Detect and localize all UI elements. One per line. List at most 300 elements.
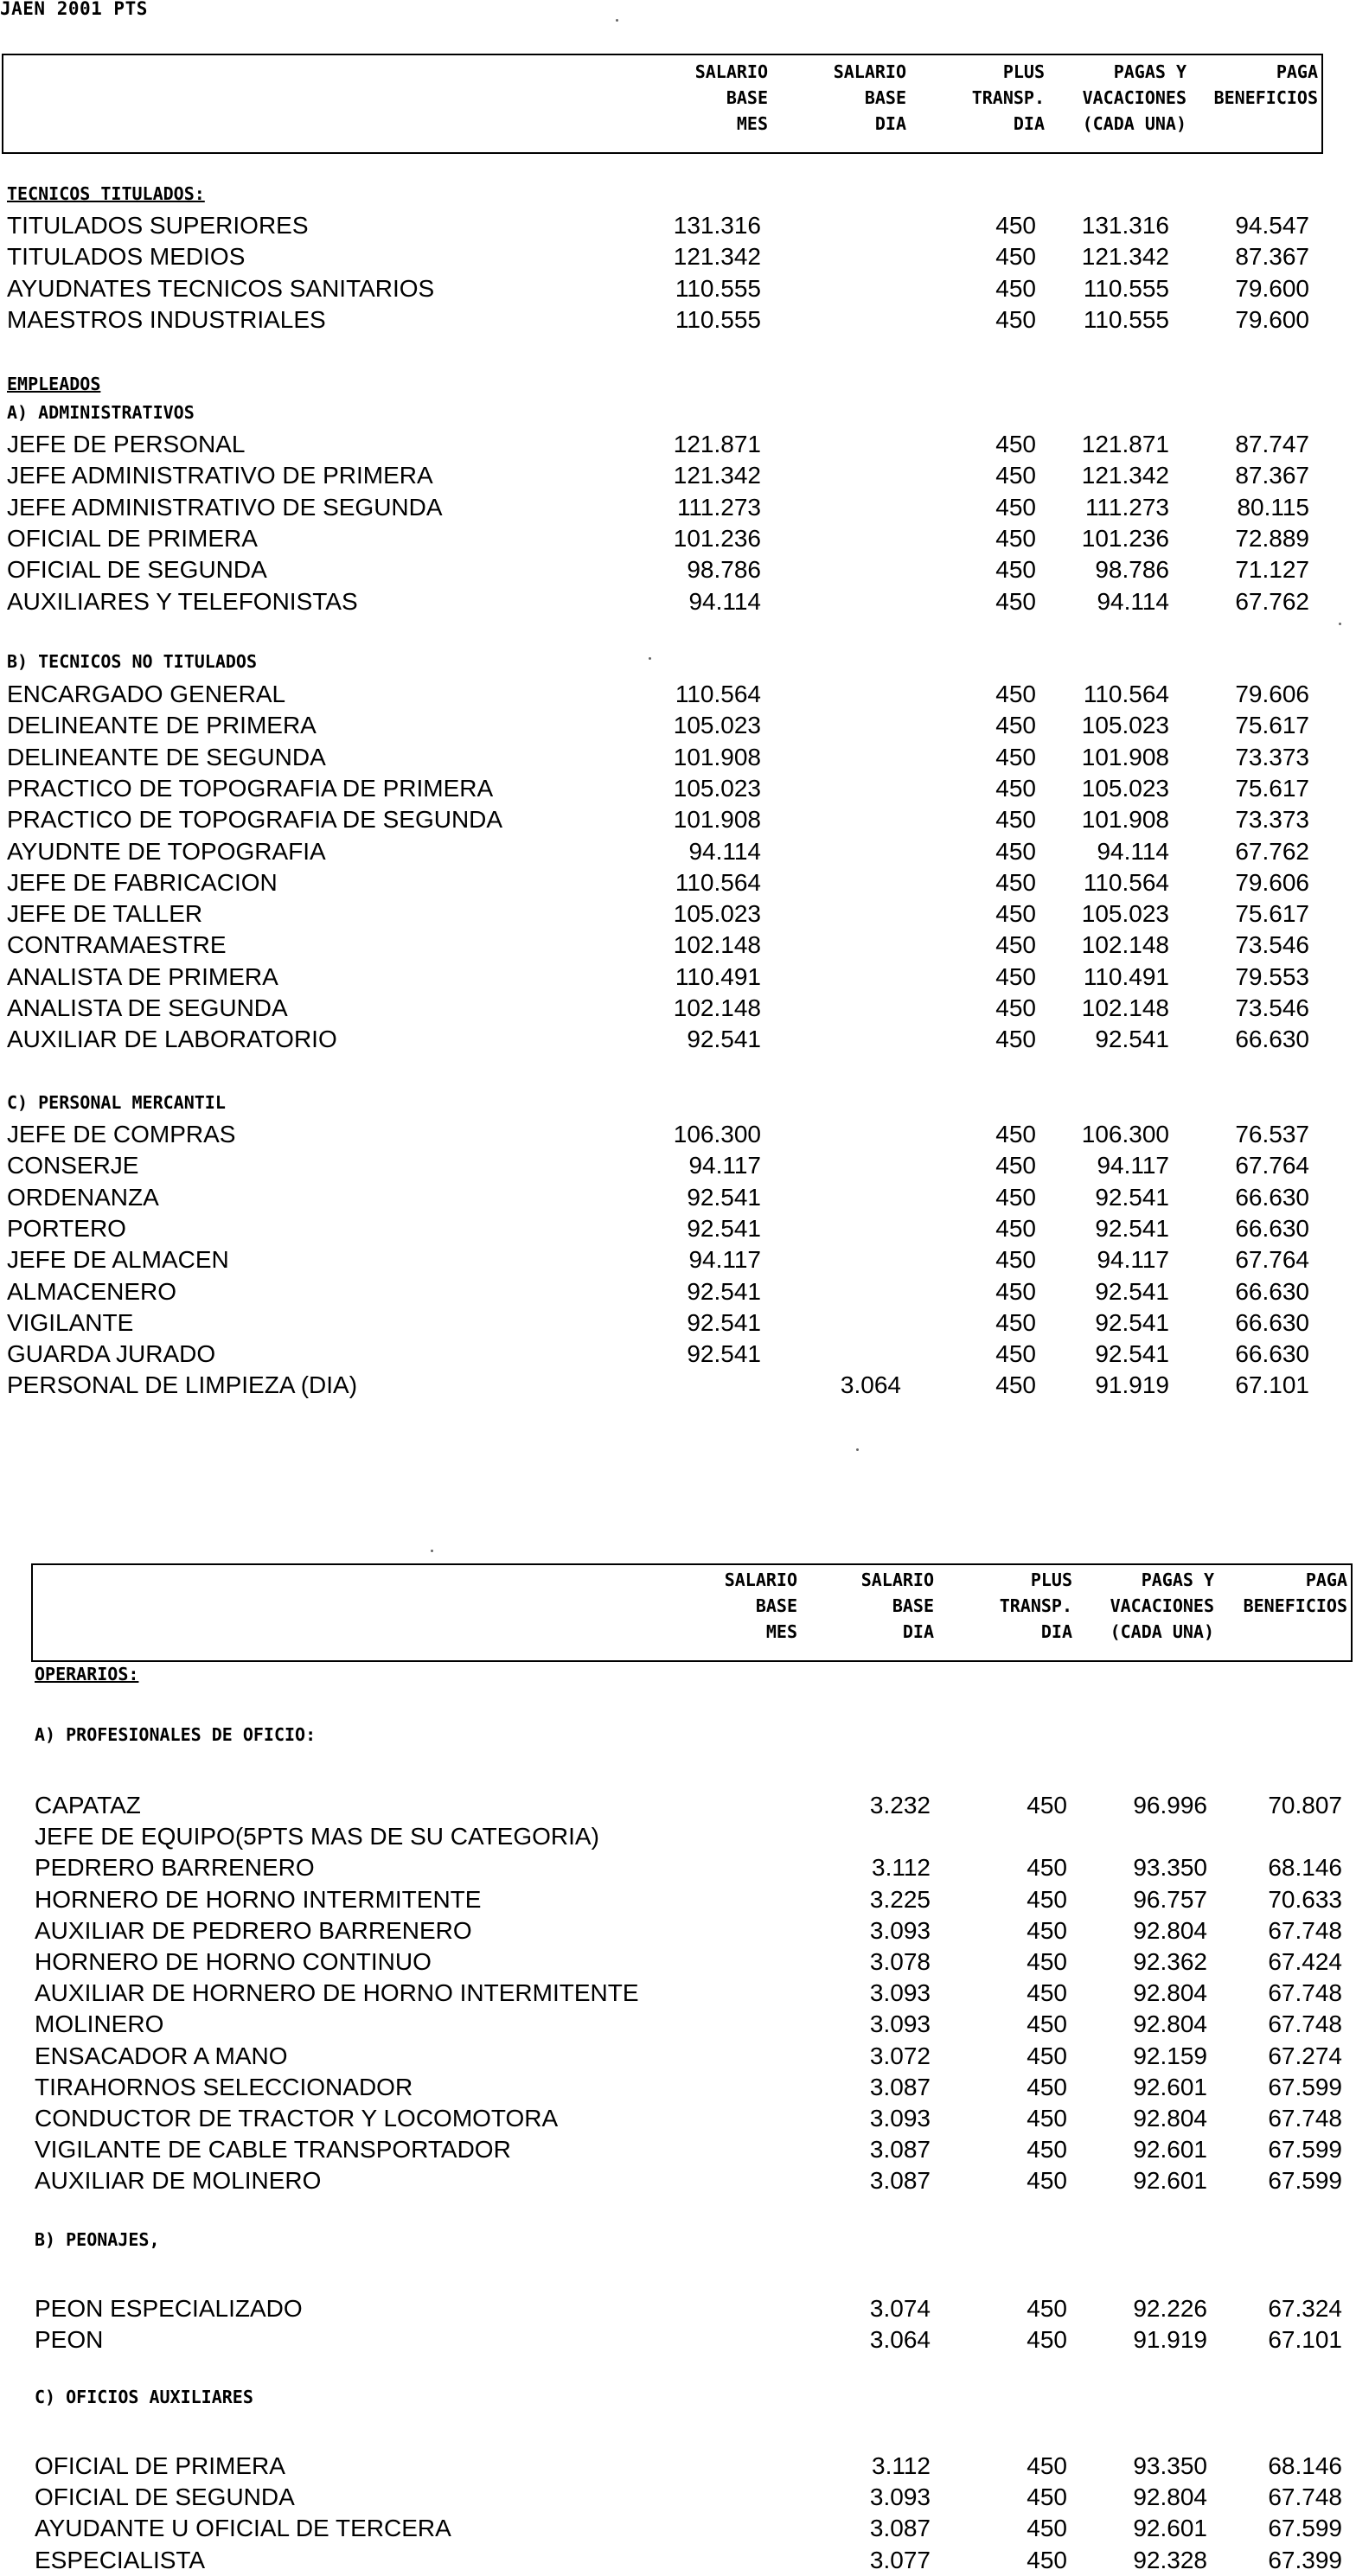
row-plus-transporte: 450 [995,1215,1036,1242]
header-col1-line: MES [736,113,768,134]
row-plus-transporte: 450 [1027,1917,1067,1944]
row-name: CONSERJE [7,1152,139,1179]
row-plus-transporte: 450 [1027,2105,1067,2132]
scan-speck [649,657,651,660]
row-plus-transporte: 450 [995,869,1036,896]
row-plus-transporte: 450 [995,431,1036,457]
row-paga-beneficios: 66.630 [1235,1340,1309,1367]
header-col3-line: TRANSP. [999,1595,1072,1616]
header-col1-line: SALARIO [724,1569,797,1590]
row-pagas-vacaciones: 96.996 [1133,1792,1207,1819]
row-salario-mes: 92.541 [687,1026,761,1052]
row-salario-mes: 94.117 [688,1152,761,1179]
row-plus-transporte: 450 [995,525,1036,552]
row-plus-transporte: 450 [995,212,1036,239]
row-pagas-vacaciones: 94.117 [1097,1246,1169,1273]
table-row [0,1821,1356,1852]
row-pagas-vacaciones: 96.757 [1133,1886,1207,1913]
row-name: ESPECIALISTA [35,2547,206,2573]
row-plus-transporte: 450 [1027,1948,1067,1975]
section-heading: OPERARIOS: [35,1664,139,1684]
row-pagas-vacaciones: 102.148 [1081,931,1169,958]
row-pagas-vacaciones: 121.871 [1081,431,1169,457]
row-paga-beneficios: 66.630 [1235,1184,1309,1211]
row-name: PRACTICO DE TOPOGRAFIA DE PRIMERA [7,775,494,802]
row-name: AYUDANTE U OFICIAL DE TERCERA [35,2515,451,2541]
table-row [0,2041,1356,2072]
row-salario-dia: 3.093 [869,1917,931,1944]
row-pagas-vacaciones: 92.804 [1133,2105,1207,2132]
table-row [0,586,1356,617]
row-pagas-vacaciones: 105.023 [1081,775,1169,802]
row-paga-beneficios: 66.630 [1235,1215,1309,1242]
row-name: JEFE DE TALLER [7,900,203,927]
row-paga-beneficios: 67.748 [1268,2010,1342,2037]
row-paga-beneficios: 87.367 [1235,243,1309,270]
row-salario-mes: 106.300 [673,1121,761,1147]
header-col3-line: DIA [1013,113,1045,134]
row-salario-dia: 3.077 [869,2547,931,2573]
section-subheading: B) TECNICOS NO TITULADOS [7,651,257,672]
row-plus-transporte: 450 [1027,2074,1067,2100]
header-col2-line: SALARIO [860,1569,934,1590]
row-name: JEFE DE ALMACEN [7,1246,229,1273]
row-salario-mes: 105.023 [673,712,761,738]
row-plus-transporte: 450 [995,588,1036,615]
header-col5-line: BENEFICIOS [1213,87,1318,108]
header-col4-line: VACACIONES [1110,1595,1214,1616]
row-pagas-vacaciones: 105.023 [1081,900,1169,927]
row-paga-beneficios: 87.747 [1235,431,1309,457]
header-col4-line: PAGAS Y [1113,61,1186,82]
row-name: AYUDNTE DE TOPOGRAFIA [7,838,326,865]
row-salario-dia: 3.112 [872,2452,931,2479]
header-col5-line: PAGA [1276,61,1318,82]
table-row [0,773,1356,804]
row-salario-mes: 105.023 [673,900,761,927]
row-paga-beneficios: 73.546 [1235,994,1309,1021]
header-col3-line: PLUS [1030,1569,1072,1590]
row-pagas-vacaciones: 110.491 [1083,963,1169,990]
row-plus-transporte: 450 [995,1371,1036,1398]
table-row [0,930,1356,961]
row-pagas-vacaciones: 94.117 [1097,1152,1169,1179]
row-salario-mes: 101.908 [673,806,761,833]
row-name: PRACTICO DE TOPOGRAFIA DE SEGUNDA [7,806,503,833]
row-name: VIGILANTE DE CABLE TRANSPORTADOR [35,2136,511,2163]
row-plus-transporte: 450 [995,838,1036,865]
row-salario-mes: 110.555 [675,306,761,333]
row-name: CONDUCTOR DE TRACTOR Y LOCOMOTORA [35,2105,559,2132]
row-salario-mes: 121.342 [673,243,761,270]
row-paga-beneficios: 67.748 [1268,2105,1342,2132]
row-paga-beneficios: 67.748 [1268,1917,1342,1944]
table-row [0,1852,1356,1883]
row-pagas-vacaciones: 98.786 [1095,556,1169,583]
row-pagas-vacaciones: 121.342 [1081,462,1169,489]
row-pagas-vacaciones: 110.564 [1083,681,1169,707]
row-pagas-vacaciones: 92.226 [1133,2295,1207,2322]
row-pagas-vacaciones: 92.541 [1095,1340,1169,1367]
row-plus-transporte: 450 [995,994,1036,1021]
row-plus-transporte: 450 [1027,1792,1067,1819]
table-row [0,1150,1356,1181]
row-pagas-vacaciones: 102.148 [1081,994,1169,1021]
table-row [0,962,1356,993]
row-name: TIRAHORNOS SELECCIONADOR [35,2074,413,2100]
table-row [0,210,1356,241]
row-paga-beneficios: 79.606 [1235,681,1309,707]
row-paga-beneficios: 75.617 [1235,775,1309,802]
header-col3-line: PLUS [1002,61,1045,82]
row-name: OFICIAL DE PRIMERA [35,2452,285,2479]
row-salario-mes: 92.541 [687,1215,761,1242]
row-name: DELINEANTE DE PRIMERA [7,712,317,738]
row-plus-transporte: 450 [995,1026,1036,1052]
row-name: MAESTROS INDUSTRIALES [7,306,326,333]
row-paga-beneficios: 70.633 [1268,1886,1342,1913]
table-row [0,1244,1356,1275]
row-plus-transporte: 450 [1027,2042,1067,2069]
row-pagas-vacaciones: 92.804 [1133,2483,1207,2510]
row-pagas-vacaciones: 110.555 [1083,306,1169,333]
row-paga-beneficios: 75.617 [1235,712,1309,738]
row-name: JEFE DE FABRICACION [7,869,278,896]
row-salario-dia: 3.225 [869,1886,931,1913]
table-row [0,1370,1356,1401]
table-row [0,2009,1356,2040]
table-row [0,492,1356,523]
row-plus-transporte: 450 [995,1246,1036,1273]
row-paga-beneficios: 79.553 [1235,963,1309,990]
row-salario-mes: 111.273 [676,494,761,521]
table-row [0,2103,1356,2134]
row-salario-mes: 98.786 [687,556,761,583]
row-plus-transporte: 450 [995,275,1036,302]
row-plus-transporte: 450 [1027,1979,1067,2006]
scan-speck [616,19,618,22]
row-name: JEFE DE EQUIPO(5PTS MAS DE SU CATEGORIA) [35,1823,599,1850]
row-paga-beneficios: 73.373 [1235,806,1309,833]
row-salario-mes: 94.114 [688,838,761,865]
header-col2-line: BASE [864,87,906,108]
row-name: JEFE DE COMPRAS [7,1121,236,1147]
table-row [0,1884,1356,1915]
header-col1-line: BASE [726,87,768,108]
table-row [0,523,1356,554]
row-paga-beneficios: 66.630 [1235,1278,1309,1305]
row-pagas-vacaciones: 111.273 [1084,494,1169,521]
table-row [0,1182,1356,1213]
header-col4-line: VACACIONES [1082,87,1186,108]
row-salario-dia: 3.078 [869,1948,931,1975]
row-plus-transporte: 450 [995,1121,1036,1147]
table-row [0,2513,1356,2544]
header-col4-line: (CADA UNA) [1110,1621,1214,1642]
row-pagas-vacaciones: 92.601 [1133,2136,1207,2163]
section-subheading: A) ADMINISTRATIVOS [7,402,195,423]
row-pagas-vacaciones: 92.601 [1133,2167,1207,2194]
section-subheading: C) PERSONAL MERCANTIL [7,1092,226,1113]
row-paga-beneficios: 75.617 [1235,900,1309,927]
row-paga-beneficios: 67.748 [1268,2483,1342,2510]
row-pagas-vacaciones: 121.342 [1081,243,1169,270]
header-col2-line: SALARIO [833,61,906,82]
row-plus-transporte: 450 [995,556,1036,583]
row-name: AYUDNATES TECNICOS SANITARIOS [7,275,435,302]
section-heading: TECNICOS TITULADOS: [7,183,205,204]
row-name: DELINEANTE DE SEGUNDA [7,744,326,770]
row-name: ANALISTA DE SEGUNDA [7,994,288,1021]
table-row [0,804,1356,835]
row-salario-mes: 121.871 [673,431,761,457]
row-paga-beneficios: 67.764 [1235,1152,1309,1179]
row-salario-mes: 101.908 [673,744,761,770]
row-salario-mes: 110.564 [675,869,761,896]
row-salario-mes: 102.148 [673,994,761,1021]
table-row [0,898,1356,930]
row-plus-transporte: 450 [1027,2136,1067,2163]
header-col4-line: (CADA UNA) [1082,113,1186,134]
row-salario-mes: 110.491 [675,963,761,990]
row-salario-mes: 101.236 [673,525,761,552]
row-paga-beneficios: 68.146 [1268,2452,1342,2479]
row-paga-beneficios: 67.599 [1268,2167,1342,2194]
row-salario-dia: 3.087 [869,2515,931,2541]
table-row [0,554,1356,585]
row-paga-beneficios: 80.115 [1237,494,1309,521]
table-row [0,1339,1356,1370]
header-col1-line: MES [765,1621,797,1642]
table-row [0,1276,1356,1307]
row-plus-transporte: 450 [995,806,1036,833]
row-name: MOLINERO [35,2010,164,2037]
row-plus-transporte: 450 [995,931,1036,958]
header-col2-line: BASE [892,1595,934,1616]
row-pagas-vacaciones: 94.114 [1097,588,1169,615]
row-salario-mes: 110.555 [675,275,761,302]
row-pagas-vacaciones: 92.159 [1133,2042,1207,2069]
row-name: ALMACENERO [7,1278,177,1305]
row-plus-transporte: 450 [1027,2515,1067,2541]
row-pagas-vacaciones: 105.023 [1081,712,1169,738]
row-pagas-vacaciones: 92.804 [1133,1979,1207,2006]
row-name: OFICIAL DE SEGUNDA [7,556,267,583]
row-plus-transporte: 450 [995,306,1036,333]
row-plus-transporte: 450 [1027,2295,1067,2322]
row-name: JEFE DE PERSONAL [7,431,246,457]
section-subheading: A) PROFESIONALES DE OFICIO: [35,1724,317,1745]
row-salario-dia: 3.072 [869,2042,931,2069]
row-paga-beneficios: 67.599 [1268,2515,1342,2541]
table-row [0,2324,1356,2355]
row-salario-mes: 110.564 [675,681,761,707]
row-pagas-vacaciones: 92.541 [1095,1026,1169,1052]
header-col3-line: TRANSP. [971,87,1045,108]
row-name: GUARDA JURADO [7,1340,216,1367]
row-paga-beneficios: 67.101 [1235,1371,1309,1398]
row-plus-transporte: 450 [995,712,1036,738]
row-paga-beneficios: 67.762 [1235,838,1309,865]
row-plus-transporte: 450 [1027,2326,1067,2353]
scan-speck [431,1550,433,1552]
row-pagas-vacaciones: 92.541 [1095,1215,1169,1242]
scan-speck [856,1448,859,1451]
row-paga-beneficios: 73.546 [1235,931,1309,958]
row-paga-beneficios: 67.101 [1268,2326,1342,2353]
row-name: PERSONAL DE LIMPIEZA (DIA) [7,1371,358,1398]
row-pagas-vacaciones: 92.804 [1133,1917,1207,1944]
header-col1-line: BASE [755,1595,797,1616]
row-pagas-vacaciones: 92.601 [1133,2074,1207,2100]
row-name: AUXILIAR DE MOLINERO [35,2167,322,2194]
row-plus-transporte: 450 [1027,2547,1067,2573]
table-row [0,836,1356,867]
scan-speck [1339,623,1341,625]
row-name: CONTRAMAESTRE [7,931,227,958]
row-paga-beneficios: 79.600 [1235,275,1309,302]
row-plus-transporte: 450 [995,744,1036,770]
row-name: ENSACADOR A MANO [35,2042,288,2069]
table-row [0,742,1356,773]
row-name: TITULADOS MEDIOS [7,243,246,270]
row-plus-transporte: 450 [995,1152,1036,1179]
table-row [0,2134,1356,2165]
row-name: TITULADOS SUPERIORES [7,212,309,239]
table-row [0,710,1356,741]
table-row [0,1978,1356,2009]
row-paga-beneficios: 67.399 [1268,2547,1342,2573]
row-salario-mes: 102.148 [673,931,761,958]
row-salario-mes: 105.023 [673,775,761,802]
row-salario-mes: 94.117 [688,1246,761,1273]
row-salario-dia: 3.093 [869,2010,931,2037]
row-name: ORDENANZA [7,1184,159,1211]
row-name: AUXILIAR DE PEDRERO BARRENERO [35,1917,472,1944]
table-row [0,1213,1356,1244]
table-row [0,1915,1356,1946]
row-name: JEFE ADMINISTRATIVO DE SEGUNDA [7,494,443,521]
row-pagas-vacaciones: 92.541 [1095,1184,1169,1211]
row-salario-mes: 92.541 [687,1340,761,1367]
table-row [0,273,1356,304]
table-row [0,1790,1356,1821]
row-plus-transporte: 450 [995,243,1036,270]
row-name: JEFE ADMINISTRATIVO DE PRIMERA [7,462,433,489]
row-plus-transporte: 450 [995,963,1036,990]
header-col5-line: PAGA [1305,1569,1347,1590]
row-salario-mes: 94.114 [688,588,761,615]
header-col3-line: DIA [1040,1621,1072,1642]
row-pagas-vacaciones: 110.555 [1083,275,1169,302]
row-pagas-vacaciones: 92.362 [1133,1948,1207,1975]
table-row [0,2072,1356,2103]
table-row [0,1307,1356,1339]
row-paga-beneficios: 66.630 [1235,1309,1309,1336]
row-paga-beneficios: 71.127 [1235,556,1309,583]
table-row [0,867,1356,898]
row-plus-transporte: 450 [995,775,1036,802]
row-paga-beneficios: 67.599 [1268,2074,1342,2100]
table-row [0,2451,1356,2482]
row-paga-beneficios: 67.764 [1235,1246,1309,1273]
row-paga-beneficios: 72.889 [1235,525,1309,552]
row-plus-transporte: 450 [995,1309,1036,1336]
row-salario-mes: 92.541 [687,1309,761,1336]
row-plus-transporte: 450 [1027,2167,1067,2194]
row-pagas-vacaciones: 91.919 [1095,1371,1169,1398]
table-row [0,679,1356,710]
row-salario-dia: 3.064 [869,2326,931,2353]
row-plus-transporte: 450 [1027,2483,1067,2510]
row-pagas-vacaciones: 92.601 [1133,2515,1207,2541]
row-salario-mes: 92.541 [687,1184,761,1211]
row-paga-beneficios: 68.146 [1268,1854,1342,1881]
row-name: VIGILANTE [7,1309,134,1336]
row-salario-dia: 3.074 [869,2295,931,2322]
row-pagas-vacaciones: 92.804 [1133,2010,1207,2037]
document-title: JAEN 2001 PTS [0,0,148,19]
row-paga-beneficios: 67.599 [1268,2136,1342,2163]
row-pagas-vacaciones: 110.564 [1083,869,1169,896]
row-name: AUXILIAR DE HORNERO DE HORNO INTERMITENTE [35,1979,639,2006]
section-subheading: B) PEONAJES, [35,2229,160,2250]
row-name: ENCARGADO GENERAL [7,681,286,707]
table-row [0,993,1356,1024]
row-pagas-vacaciones: 91.919 [1133,2326,1207,2353]
row-plus-transporte: 450 [995,1184,1036,1211]
row-paga-beneficios: 87.367 [1235,462,1309,489]
table-row [0,2482,1356,2513]
row-pagas-vacaciones: 101.236 [1081,525,1169,552]
row-name: CAPATAZ [35,1792,141,1819]
row-salario-mes: 131.316 [673,212,761,239]
row-pagas-vacaciones: 106.300 [1081,1121,1169,1147]
row-salario-dia: 3.087 [869,2136,931,2163]
row-pagas-vacaciones: 94.114 [1097,838,1169,865]
row-paga-beneficios: 66.630 [1235,1026,1309,1052]
row-name: AUXILIARES Y TELEFONISTAS [7,588,358,615]
row-paga-beneficios: 73.373 [1235,744,1309,770]
row-plus-transporte: 450 [995,681,1036,707]
row-plus-transporte: 450 [1027,2010,1067,2037]
row-pagas-vacaciones: 131.316 [1081,212,1169,239]
row-plus-transporte: 450 [1027,2452,1067,2479]
row-pagas-vacaciones: 92.541 [1095,1309,1169,1336]
row-name: HORNERO DE HORNO INTERMITENTE [35,1886,482,1913]
row-paga-beneficios: 76.537 [1235,1121,1309,1147]
row-paga-beneficios: 70.807 [1268,1792,1342,1819]
table-row [0,2165,1356,2196]
section-subheading: C) OFICIOS AUXILIARES [35,2387,253,2407]
row-pagas-vacaciones: 101.908 [1081,744,1169,770]
row-pagas-vacaciones: 93.350 [1133,1854,1207,1881]
table-row [0,304,1356,336]
row-name: OFICIAL DE PRIMERA [7,525,258,552]
row-plus-transporte: 450 [995,900,1036,927]
row-name: OFICIAL DE SEGUNDA [35,2483,295,2510]
table-row [0,2293,1356,2324]
row-pagas-vacaciones: 92.328 [1133,2547,1207,2573]
row-salario-dia: 3.087 [869,2167,931,2194]
row-salario-mes: 121.342 [673,462,761,489]
row-salario-dia: 3.112 [872,1854,931,1881]
row-salario-dia: 3.232 [869,1792,931,1819]
row-name: PEON ESPECIALIZADO [35,2295,303,2322]
row-salario-mes: 92.541 [687,1278,761,1305]
row-name: PORTERO [7,1215,126,1242]
row-plus-transporte: 450 [1027,1854,1067,1881]
